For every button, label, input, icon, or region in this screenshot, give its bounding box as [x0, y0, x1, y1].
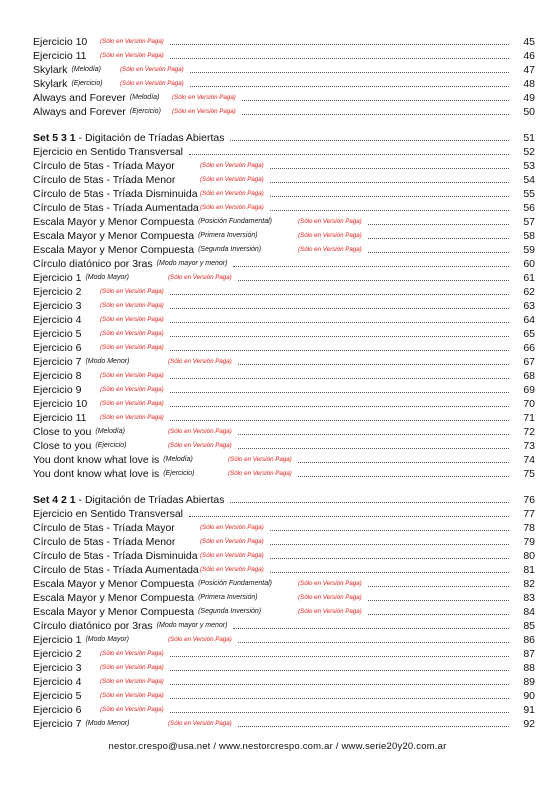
leader-dots	[238, 433, 509, 435]
paid-version-label: (Sólo en Versión Paga)	[100, 288, 164, 295]
entry-note: (Segunda Inversión)	[198, 608, 262, 615]
entry-title: Ejercicio 2	[33, 648, 82, 660]
paid-version-label: (Sólo en Versión Paga)	[200, 204, 264, 211]
entry-title: Ejercicio 9	[33, 384, 82, 396]
page-number: 74	[523, 454, 535, 466]
page-number: 75	[523, 468, 535, 480]
paid-version-label: (Sólo en Versión Paga)	[100, 664, 164, 671]
index-entry	[33, 158, 535, 172]
paid-version-label: (Sólo en Versión Paga)	[168, 428, 232, 435]
leader-dots	[368, 585, 509, 587]
leader-dots	[230, 501, 509, 503]
index-entry	[33, 646, 535, 660]
set-label: Set 5 3 1	[33, 132, 76, 144]
leader-dots	[298, 475, 509, 477]
leader-dots	[368, 237, 509, 239]
leader-dots	[238, 725, 509, 727]
entry-title: Círculo de 5tas - Tríada Aumentada	[33, 202, 199, 214]
paid-version-label: (Sólo en Versión Paga)	[100, 372, 164, 379]
entry-title: Escala Mayor y Menor Compuesta	[33, 230, 195, 242]
leader-dots	[170, 57, 509, 59]
leader-dots	[189, 515, 509, 517]
index-entry	[33, 660, 535, 674]
leader-dots	[270, 571, 509, 573]
leader-dots	[230, 139, 509, 141]
index-entry	[33, 144, 535, 158]
index-entry	[33, 90, 535, 104]
set-label: Set 4 2 1	[33, 494, 76, 506]
entry-title: Escala Mayor y Menor Compuesta	[33, 592, 195, 604]
leader-dots	[170, 321, 509, 323]
entry-title: Skylark	[33, 78, 68, 90]
leader-dots	[368, 613, 509, 615]
entry-note: (Primera Inversión)	[198, 594, 258, 601]
entry-note: (Modo mayor y menor)	[156, 622, 228, 629]
index-entry	[33, 562, 535, 576]
entry-title: Close to you	[33, 426, 92, 438]
index-entry	[33, 130, 535, 144]
leader-dots	[238, 641, 509, 643]
index-entry	[33, 298, 535, 312]
paid-version-label: (Sólo en Versión Paga)	[100, 692, 164, 699]
index-entry	[33, 104, 535, 118]
leader-dots	[170, 43, 509, 45]
page-number: 90	[523, 690, 535, 702]
entry-title: Ejercicio 1	[33, 272, 82, 284]
index-entry	[33, 48, 535, 62]
entry-title: Always and Forever	[33, 106, 126, 118]
page-number: 62	[523, 286, 535, 298]
entry-title: Ejercicio 10	[33, 398, 88, 410]
entry-title: Escala Mayor y Menor Compuesta	[33, 578, 195, 590]
page-number: 86	[523, 634, 535, 646]
leader-dots	[170, 391, 509, 393]
leader-dots	[170, 405, 509, 407]
entry-title: Set 4 2 1 - Digitación de Tríadas Abiertas	[33, 494, 225, 506]
leader-dots	[238, 447, 509, 449]
index-entry	[33, 674, 535, 688]
index-entry	[33, 438, 535, 452]
page-number: 51	[523, 132, 535, 144]
page-number: 54	[523, 174, 535, 186]
leader-dots	[170, 711, 509, 713]
index-entry	[33, 326, 535, 340]
index-entry	[33, 506, 535, 520]
footer-links: nestor.crespo@usa.net / www.nestorcrespo.com.ar / www.serie20y20.com.ar	[108, 741, 447, 752]
page-number: 73	[523, 440, 535, 452]
index-entry	[33, 688, 535, 702]
paid-version-label: (Sólo en Versión Paga)	[172, 94, 236, 101]
entry-note: (Ejercicio)	[163, 470, 195, 477]
index-entry	[33, 34, 535, 48]
leader-dots	[242, 113, 509, 115]
paid-version-label: (Sólo en Versión Paga)	[168, 720, 232, 727]
entry-title: Ejercicio 11	[33, 50, 87, 62]
paid-version-label: (Sólo en Versión Paga)	[200, 552, 264, 559]
page-number: 56	[523, 202, 535, 214]
entry-title: Ejercicio 6	[33, 704, 82, 716]
index-entry	[33, 396, 535, 410]
index-entry	[33, 368, 535, 382]
index-entry	[33, 340, 535, 354]
leader-dots	[270, 557, 509, 559]
page-number: 84	[523, 606, 535, 618]
paid-version-label: (Sólo en Versión Paga)	[228, 470, 292, 477]
leader-dots	[170, 655, 509, 657]
index-entry	[33, 466, 535, 480]
entry-title: Ejercicio 5	[33, 690, 82, 702]
entry-title: Ejercicio 4	[33, 314, 82, 326]
page-number: 55	[523, 188, 535, 200]
paid-version-label: (Sólo en Versión Paga)	[100, 400, 164, 407]
leader-dots	[170, 377, 509, 379]
index-entry	[33, 312, 535, 326]
index-entry	[33, 186, 535, 200]
page-number: 82	[523, 578, 535, 590]
entry-note: (Modo Mayor)	[85, 274, 130, 281]
paid-version-label: (Sólo en Versión Paga)	[100, 344, 164, 351]
entry-note: (Posición Fundamental)	[198, 580, 273, 587]
entry-note: (Modo Menor)	[85, 358, 130, 365]
index-entry	[33, 76, 535, 90]
index-entry	[33, 576, 535, 590]
entry-note: (Posición Fundamental)	[198, 218, 273, 225]
entry-title: Close to you	[33, 440, 92, 452]
paid-version-label: (Sólo en Versión Paga)	[200, 162, 264, 169]
index-entry	[33, 242, 535, 256]
page-number: 87	[523, 648, 535, 660]
page-number: 76	[523, 494, 535, 506]
entry-title: Skylark	[33, 64, 68, 76]
index-entry	[33, 172, 535, 186]
paid-version-label: (Sólo en Versión Paga)	[120, 66, 184, 73]
paid-version-label: (Sólo en Versión Paga)	[298, 232, 362, 239]
entry-title: Set 5 3 1 - Digitación de Tríadas Abiertas	[33, 132, 225, 144]
paid-version-label: (Sólo en Versión Paga)	[100, 414, 164, 421]
page-number: 48	[523, 78, 535, 90]
index-entry	[33, 520, 535, 534]
leader-dots	[242, 99, 509, 101]
entry-note: (Melodía)	[95, 428, 125, 435]
paid-version-label: (Sólo en Versión Paga)	[100, 316, 164, 323]
entry-title: Ejercicio 5	[33, 328, 82, 340]
leader-dots	[170, 697, 509, 699]
page-number: 88	[523, 662, 535, 674]
entry-title: Ejercicio en Sentido Transversal	[33, 146, 183, 158]
leader-dots	[190, 71, 509, 73]
entry-title: Ejercicio 3	[33, 662, 82, 674]
entry-note: (Ejercicio)	[95, 442, 127, 449]
page-number: 68	[523, 370, 535, 382]
page-number: 47	[523, 64, 535, 76]
entry-title: Escala Mayor y Menor Compuesta	[33, 216, 195, 228]
entry-title: Always and Forever	[33, 92, 126, 104]
page-number: 52	[523, 146, 535, 158]
entry-title: Ejercicio 4	[33, 676, 82, 688]
leader-dots	[270, 543, 509, 545]
entry-title: Ejercicio 2	[33, 286, 82, 298]
leader-dots	[170, 349, 509, 351]
entry-title: Escala Mayor y Menor Compuesta	[33, 244, 195, 256]
paid-version-label: (Sólo en Versión Paga)	[168, 358, 232, 365]
entry-title: You dont know what love is	[33, 454, 160, 466]
entry-note: (Modo Mayor)	[85, 636, 130, 643]
leader-dots	[298, 461, 509, 463]
page-number: 91	[523, 704, 535, 716]
index-entry	[33, 424, 535, 438]
page-number: 92	[523, 718, 535, 730]
paid-version-label: (Sólo en Versión Paga)	[120, 80, 184, 87]
paid-version-label: (Sólo en Versión Paga)	[298, 608, 362, 615]
page-number: 46	[523, 50, 535, 62]
leader-dots	[368, 599, 509, 601]
index-entry	[33, 200, 535, 214]
entry-title: Ejercicio 3	[33, 300, 82, 312]
entry-note: (Melodía)	[163, 456, 193, 463]
paid-version-label: (Sólo en Versión Paga)	[200, 176, 264, 183]
page-number: 81	[523, 564, 535, 576]
leader-dots	[233, 265, 509, 267]
paid-version-label: (Sólo en Versión Paga)	[298, 594, 362, 601]
paid-version-label: (Sólo en Versión Paga)	[172, 108, 236, 115]
page-number: 60	[523, 258, 535, 270]
paid-version-label: (Sólo en Versión Paga)	[200, 190, 264, 197]
paid-version-label: (Sólo en Versión Paga)	[168, 442, 232, 449]
index-entry	[33, 548, 535, 562]
entry-title: You dont know what love is	[33, 468, 160, 480]
entry-note: (Melodía)	[129, 94, 160, 101]
index-entry	[33, 256, 535, 270]
entry-note: (Melodía)	[71, 66, 102, 73]
leader-dots	[270, 209, 509, 211]
entry-note: (Primera Inversión)	[198, 232, 258, 239]
page-number: 77	[523, 508, 535, 520]
page-number: 57	[523, 216, 535, 228]
entry-title: Círculo de 5tas - Tríada Menor	[33, 174, 176, 186]
entry-title: Círculo de 5tas - Tríada Mayor	[33, 522, 175, 534]
page-number: 70	[523, 398, 535, 410]
leader-dots	[170, 669, 509, 671]
paid-version-label: (Sólo en Versión Paga)	[100, 386, 164, 393]
entry-title: Círculo diatónico por 3ras	[33, 258, 153, 270]
page-number: 66	[523, 342, 535, 354]
paid-version-label: (Sólo en Versión Paga)	[100, 52, 164, 59]
leader-dots	[189, 153, 509, 155]
entry-title: Ejercicio 7	[33, 356, 82, 368]
leader-dots	[368, 223, 509, 225]
paid-version-label: (Sólo en Versión Paga)	[228, 456, 292, 463]
index-entry	[33, 62, 535, 76]
page-number: 72	[523, 426, 535, 438]
page-number: 71	[523, 412, 535, 424]
leader-dots	[270, 195, 509, 197]
entry-title: Ejercicio 1	[33, 634, 82, 646]
page-number: 78	[523, 522, 535, 534]
entry-note: (Ejercicio)	[71, 80, 103, 87]
leader-dots	[270, 181, 509, 183]
entry-title: Círculo de 5tas - Tríada Disminuida	[33, 188, 198, 200]
index-entry	[33, 382, 535, 396]
page-number: 79	[523, 536, 535, 548]
entry-note: (Ejercicio)	[129, 108, 161, 115]
index-entry	[33, 702, 535, 716]
entry-title: Círculo de 5tas - Tríada Disminuida	[33, 550, 198, 562]
index-entry	[33, 618, 535, 632]
paid-version-label: (Sólo en Versión Paga)	[298, 580, 362, 587]
leader-dots	[170, 683, 509, 685]
entry-title: Ejercicio en Sentido Transversal	[33, 508, 183, 520]
leader-dots	[170, 335, 509, 337]
paid-version-label: (Sólo en Versión Paga)	[298, 218, 362, 225]
page-number: 67	[523, 356, 535, 368]
paid-version-label: (Sólo en Versión Paga)	[100, 650, 164, 657]
index-entry	[33, 354, 535, 368]
page-number: 53	[523, 160, 535, 172]
index-entry	[33, 590, 535, 604]
page-number: 61	[523, 272, 535, 284]
paid-version-label: (Sólo en Versión Paga)	[100, 330, 164, 337]
paid-version-label: (Sólo en Versión Paga)	[100, 706, 164, 713]
page-number: 69	[523, 384, 535, 396]
index-entry	[33, 452, 535, 466]
page-number: 58	[523, 230, 535, 242]
entry-title: Ejercicio 8	[33, 370, 82, 382]
entry-note: (Modo mayor y menor)	[156, 260, 228, 267]
paid-version-label: (Sólo en Versión Paga)	[100, 678, 164, 685]
index-entry	[33, 410, 535, 424]
leader-dots	[238, 279, 509, 281]
page-number: 50	[523, 106, 535, 118]
paid-version-label: (Sólo en Versión Paga)	[168, 636, 232, 643]
page-number: 64	[523, 314, 535, 326]
index-entry	[33, 534, 535, 548]
entry-title: Ejercicio 11	[33, 412, 87, 424]
entry-title: Círculo de 5tas - Tríada Mayor	[33, 160, 175, 172]
paid-version-label: (Sólo en Versión Paga)	[298, 246, 362, 253]
index-entry	[33, 604, 535, 618]
entry-title: Ejercicio 10	[33, 36, 88, 48]
page-number: 89	[523, 676, 535, 688]
leader-dots	[190, 85, 509, 87]
index-entry	[33, 716, 535, 730]
paid-version-label: (Sólo en Versión Paga)	[200, 538, 264, 545]
entry-note: (Segunda Inversión)	[198, 246, 262, 253]
entry-title: Escala Mayor y Menor Compuesta	[33, 606, 195, 618]
page-number: 85	[523, 620, 535, 632]
page-number: 80	[523, 550, 535, 562]
index-entry	[33, 632, 535, 646]
paid-version-label: (Sólo en Versión Paga)	[100, 38, 164, 45]
leader-dots	[368, 251, 509, 253]
page-number: 49	[523, 92, 535, 104]
page-number: 59	[523, 244, 535, 256]
paid-version-label: (Sólo en Versión Paga)	[200, 524, 264, 531]
leader-dots	[270, 167, 509, 169]
index-entry	[33, 270, 535, 284]
leader-dots	[238, 363, 509, 365]
entry-title: Ejercicio 6	[33, 342, 82, 354]
entry-title: Círculo de 5tas - Tríada Menor	[33, 536, 176, 548]
leader-dots	[270, 529, 509, 531]
index-entry	[33, 284, 535, 298]
leader-dots	[170, 293, 509, 295]
entry-title: Ejercicio 7	[33, 718, 82, 730]
paid-version-label: (Sólo en Versión Paga)	[200, 566, 264, 573]
entry-note: (Modo Menor)	[85, 720, 130, 727]
entry-title: Círculo diatónico por 3ras	[33, 620, 153, 632]
index-entry	[33, 214, 535, 228]
page-number: 63	[523, 300, 535, 312]
leader-dots	[170, 307, 509, 309]
paid-version-label: (Sólo en Versión Paga)	[168, 274, 232, 281]
index-entry	[33, 228, 535, 242]
page-number: 65	[523, 328, 535, 340]
entry-title: Círculo de 5tas - Tríada Aumentada	[33, 564, 199, 576]
leader-dots	[233, 627, 509, 629]
page-number: 83	[523, 592, 535, 604]
index-entry	[33, 492, 535, 506]
leader-dots	[170, 419, 509, 421]
page-number: 45	[523, 36, 535, 48]
paid-version-label: (Sólo en Versión Paga)	[100, 302, 164, 309]
